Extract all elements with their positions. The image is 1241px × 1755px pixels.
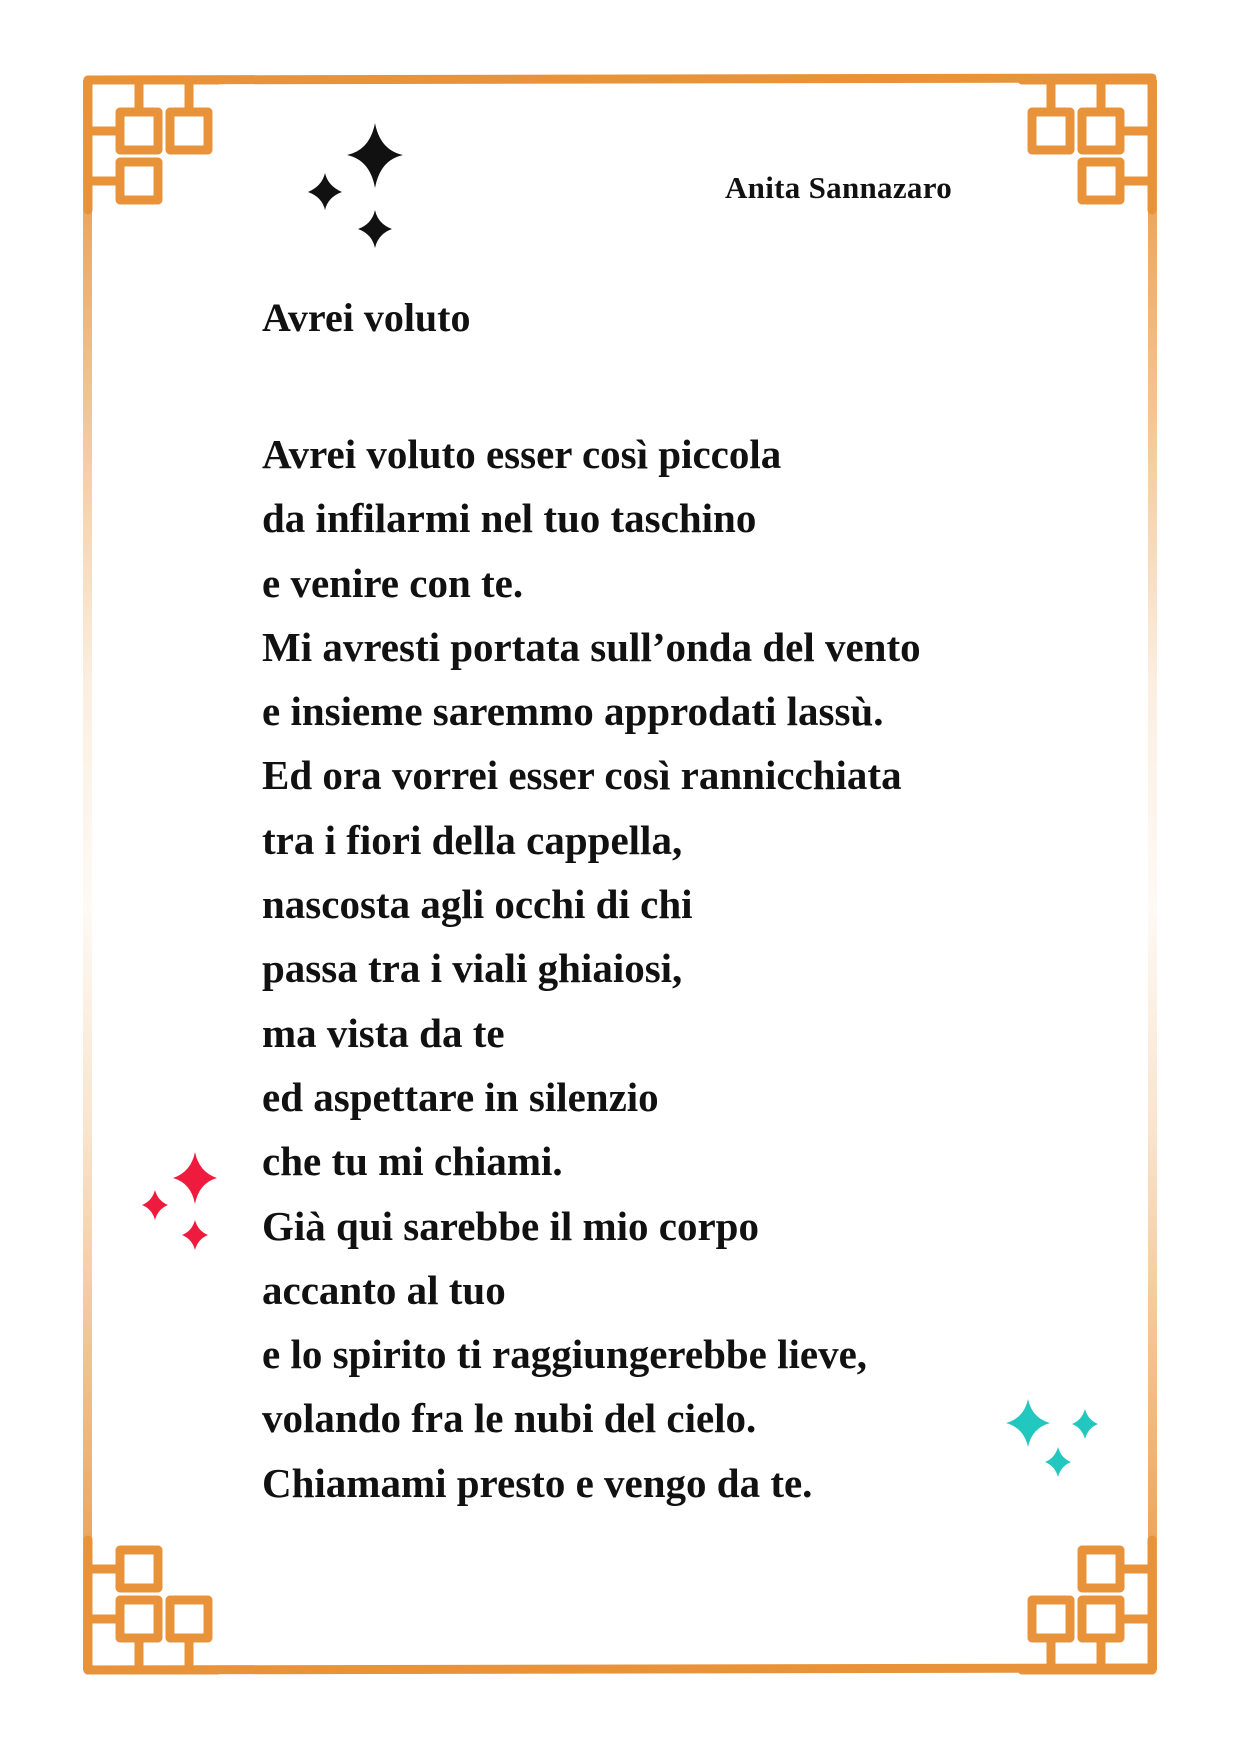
poem-verse: che tu mi chiami. bbox=[262, 1138, 563, 1185]
poem-verse: accanto al tuo bbox=[262, 1266, 506, 1313]
poem-verse: Mi avresti portata sull’onda del vento bbox=[262, 623, 921, 670]
poem-verse: tra i fiori della cappella, bbox=[262, 816, 683, 863]
poem-verse: e venire con te. bbox=[262, 559, 524, 606]
poem-verse: Avrei voluto esser così piccola bbox=[262, 431, 782, 477]
poem-verse: e insieme saremmo approdati lassù. bbox=[262, 688, 884, 735]
poem-title: Avrei voluto bbox=[262, 295, 471, 340]
poem-verse: Ed ora vorrei esser così rannicchiata bbox=[262, 752, 902, 799]
poem-verse: Già qui sarebbe il mio corpo bbox=[262, 1202, 759, 1249]
poem-verse: volando fra le nubi del cielo. bbox=[262, 1395, 757, 1442]
poem-verse: ma vista da te bbox=[262, 1009, 505, 1056]
black-sparkle-cluster-icon bbox=[300, 118, 410, 253]
red-sparkle-cluster-icon bbox=[135, 1148, 225, 1253]
poem-verse: Chiamami presto e vengo da te. bbox=[262, 1459, 813, 1506]
poem-verse: nascosta agli occhi di chi bbox=[262, 881, 693, 928]
teal-sparkle-cluster-icon bbox=[998, 1395, 1108, 1490]
author-name: Anita Sannazaro bbox=[725, 170, 952, 205]
poem-verse: passa tra i viali ghiaiosi, bbox=[262, 945, 683, 992]
poem-verse: da infilarmi nel tuo taschino bbox=[262, 495, 757, 542]
poem-verse: e lo spirito ti raggiungerebbe lieve, bbox=[262, 1331, 868, 1378]
poem-body bbox=[262, 422, 921, 1515]
poem-verse: ed aspettare in silenzio bbox=[262, 1073, 659, 1120]
